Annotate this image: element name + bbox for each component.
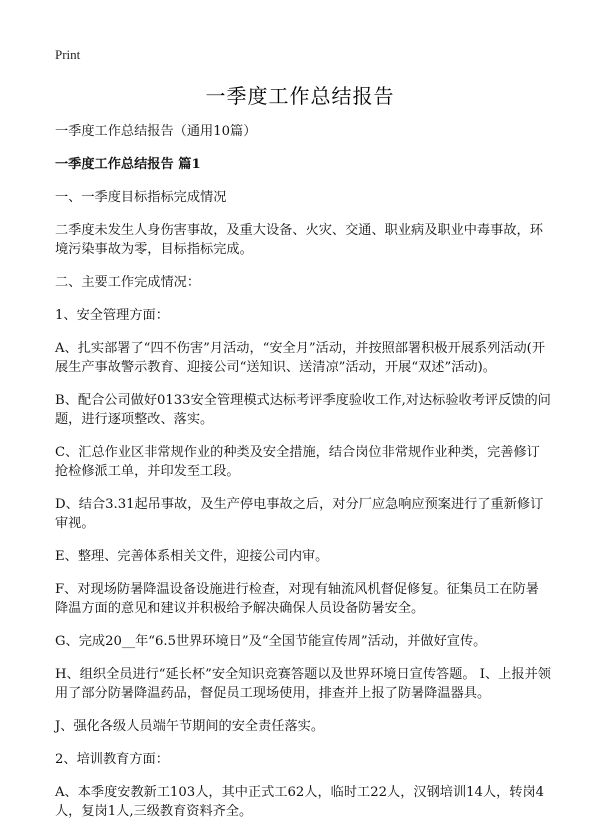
paragraph: C、汇总作业区非常规作业的种类及安全措施，结合岗位非常规作业种类，完善修订抢检修派工单，并印发至工段。 [55, 445, 540, 479]
paragraph: 一季度工作总结报告（通用10篇） [55, 124, 257, 139]
document-body [55, 122, 552, 835]
paragraph: E、整理、完善体系相关文件，迎接公司内审。 [55, 549, 329, 564]
paragraph: A、扎实部署了“四不伤害”月活动，“安全月”活动，并按照部署积极开展系列活动(开展生产事故警示教育、迎接公司“送知识、送清凉”活动，开展“双述”活动)。 [55, 341, 546, 375]
paragraph: H、组织全员进行“延长杯”安全知识竞赛答题以及世界环境日宣传答题。 I、上报并领用了部分防暑降温药品，督促员工现场使用，排查并上报了防暑降温器具。 [55, 667, 551, 701]
print-label: Print [55, 47, 81, 62]
paragraph: 2、培训教育方面： [55, 752, 169, 767]
paragraph: 二、主要工作完成情况： [55, 275, 201, 290]
paragraph: 1、安全管理方面： [55, 308, 169, 323]
section-heading: 一季度工作总结报告 篇1 [55, 157, 201, 172]
paragraph: B、配合公司做好0133安全管理模式达标考评季度验收工作,对达标验收考评反馈的问题，进行逐项整改、落实。 [55, 393, 551, 427]
paragraph: G、完成20__年“6.5世界环境日”及“全国节能宣传周”活动，并做好宣传。 [55, 634, 487, 649]
paragraph: 二季度未发生人身伤害事故，及重大设备、火灾、交通、职业病及职业中毒事故，环境污染事故为零，目标指标完成。 [55, 223, 543, 257]
document-title: 一季度工作总结报告 [205, 84, 395, 108]
paragraph: J、强化各级人员端午节期间的安全责任落实。 [55, 719, 325, 734]
paragraph: F、对现场防暑降温设备设施进行检查，对现有轴流风机督促修复。征集员工在防暑降温方面的意见和建议并积极给予解决确保人员设备防暑安全。 [55, 582, 539, 616]
paragraph: D、结合3.31起吊事故，及生产停电事故之后，对分厂应急响应预案进行了重新修订审视。 [55, 497, 544, 531]
paragraph: A、本季度安教新工103人，其中正式工62人，临时工22人，汉钢培训14人，转岗4人，复岗1人,三级教育资料齐全。 [55, 785, 545, 819]
paragraph: 一、一季度目标指标完成情况 [55, 190, 227, 205]
